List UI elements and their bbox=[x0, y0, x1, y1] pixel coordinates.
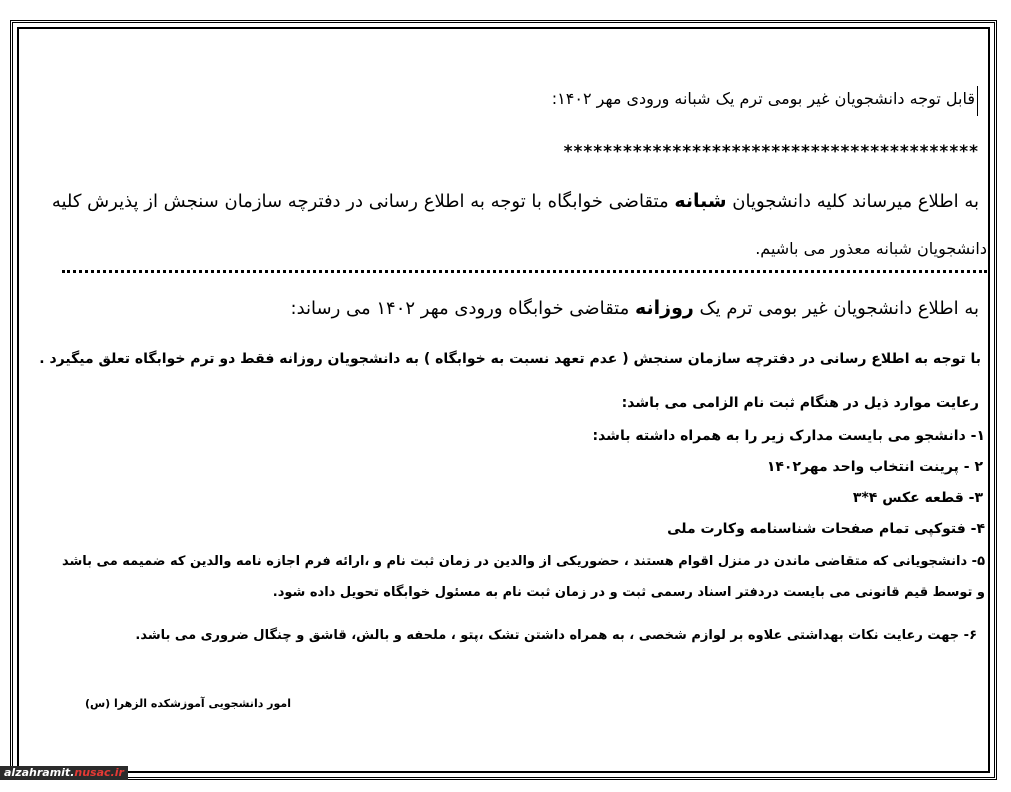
rule-item-1: ۱- دانشجو می بایست مدارک زیر را به همراه داشته باشد: bbox=[592, 428, 985, 444]
watermark-accent: nusac.ir bbox=[74, 766, 124, 779]
watermark-prefix: alzahramit. bbox=[4, 766, 75, 779]
rouzaneh-bold: روزانه bbox=[634, 297, 694, 319]
rule-item-5: ۵- دانشجویانی که متقاضی ماندن در منزل اقوام هستند ، حضوریکی از والدین در زمان ثبت نام و ،ارائه فرم اجازه نامه والدین که ضمیمه می باشد bbox=[61, 554, 985, 569]
commitment-note: با توجه به اطلاع رسانی در دفترچه سازمان سنجش ( عدم تعهد نسبت به خوابگاه ) به دانشجویان روزانه فقط دو ترم خوابگاه تعلق میگیرد . bbox=[39, 351, 981, 367]
rouzaneh-paragraph bbox=[291, 297, 979, 319]
shabaneh-bold: شبانه bbox=[674, 190, 727, 212]
shabaneh-paragraph bbox=[52, 190, 979, 212]
shabaneh-text-before: به اطلاع میرساند کلیه دانشجویان bbox=[726, 191, 979, 212]
rule-item-5-cont: و توسط قیم قانونی می بایست دردفتر اسناد رسمی ثبت و در زمان ثبت نام به مسئول خوابگاه تحویل داده شود. bbox=[272, 585, 985, 600]
rouzaneh-text-after: متقاضی خوابگاه ورودی مهر ۱۴۰۲ می رساند: bbox=[290, 298, 635, 319]
signature: امور دانشجویی آموزشکده الزهرا (س) bbox=[84, 697, 291, 710]
rules-title: رعایت موارد ذیل در هنگام ثبت نام الزامی می باشد: bbox=[621, 395, 979, 411]
rule-item-4: ۴- فتوکپی تمام صفحات شناسنامه وکارت ملی bbox=[667, 521, 985, 537]
shabaneh-paragraph-line2: دانشجویان شبانه معذور می باشیم. bbox=[755, 239, 987, 258]
notice-header: قابل توجه دانشجویان غیر بومی ترم یک شبانه ورودی مهر ۱۴۰۲: bbox=[551, 89, 975, 108]
rule-item-2: ۲ - پرینت انتخاب واحد مهر۱۴۰۲ bbox=[766, 459, 983, 475]
text-cursor bbox=[977, 86, 978, 116]
dotted-separator bbox=[62, 270, 987, 273]
site-watermark bbox=[0, 766, 128, 780]
shabaneh-text-after: متقاضی خوابگاه با توجه به اطلاع رسانی در دفترچه سازمان سنجش از پذیرش کلیه bbox=[51, 191, 675, 212]
rule-item-3: ۳- قطعه عکس ۴*۳ bbox=[852, 490, 983, 506]
stars-separator: ****************************************** bbox=[563, 142, 979, 162]
rouzaneh-text-before: به اطلاع دانشجویان غیر بومی ترم یک bbox=[693, 298, 979, 319]
rule-item-6: ۶- جهت رعایت نکات بهداشتی علاوه بر لوازم شخصی ، به همراه داشتن تشک ،پتو ، ملحفه و بالش، قاشق و چنگال ضروری می باشد. bbox=[135, 628, 977, 643]
